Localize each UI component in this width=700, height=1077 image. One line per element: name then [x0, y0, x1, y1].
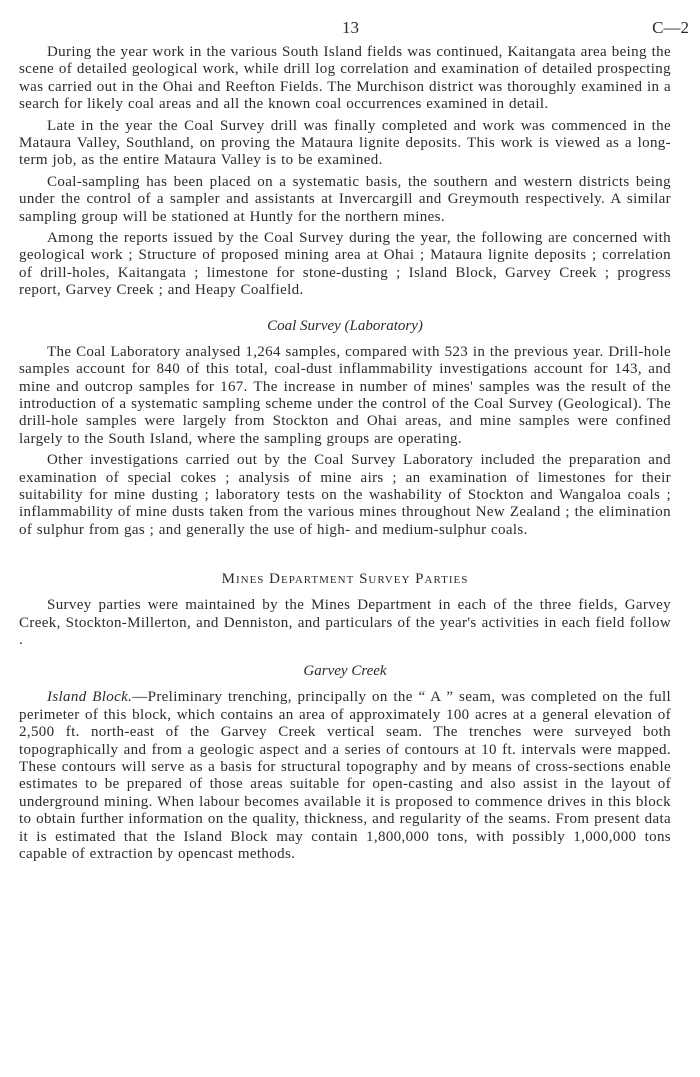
paragraph-other-investigations: Other investigations carried out by the Coal Survey Laboratory included the preparation and examination of special cokes ; analysis of mine airs ; an examination of limestones for their suitability for mine dusting ; laboratory tests on the washability of Stockton and Wangaloa coals ; inflammability of mine dusts taken from the various mines throughout New Zealand ; the elimination of sulphur from gas ; and generally the use of high- and medium-sulphur coals.: [19, 452, 671, 538]
island-block-text: —Preliminary trenching, principally on the “ A ” seam, was completed on the full perimeter of this block, which contains an area of approximately 100 acres at a general elevation of 2,500 ft. north-east of the Garvey Creek vertical seam. The trenches were surveyed both topographically and from a geologic aspect and a series of contours at 10 ft. intervals were mapped. These contours will serve as a basis for structural topography and by means of cross-sections enable estimates to be prepared of those areas suitable for open-casting and also assist in the layout of underground mining. When labour becomes available it is proposed to commence drives in this block to obtain further information on the quality, thickness, and regularity of the seams. From present data it is estimated that the Island Block may contain 1,800,000 tons, with possibly 1,000,000 tons capable of extraction by opencast methods.: [19, 689, 671, 863]
paragraph-island-block: [19, 689, 671, 863]
page-number: 13: [342, 18, 359, 37]
section-heading-laboratory: Coal Survey (Laboratory): [267, 317, 423, 334]
run-in-heading-island-block: Island Block.: [47, 689, 133, 706]
document-page: [19, 14, 689, 867]
paragraph-coal-sampling: Coal-sampling has been placed on a systematic basis, the southern and western districts being under the control of a sampler and assistants at Invercargill and Greymouth respectively. A similar sampling group will be stationed at Huntly for the northern mines.: [19, 173, 671, 225]
paragraph-coal-survey-drill: Late in the year the Coal Survey drill was finally completed and work was commenced in the Mataura Valley, Southland, on proving the Mataura lignite deposits. This work is viewed as a long-term job, as the entire Mataura Valley is to be examined.: [19, 117, 671, 169]
paragraph-laboratory-samples: The Coal Laboratory analysed 1,264 samples, compared with 523 in the previous year. Drill-hole samples account for 840 of this total, coal-dust inflammability investigations account for 143, and mine and outcrop samples for 167. The increase in number of mines' samples was the result of the introduction of a systematic sampling scheme under the control of the Coal Survey (Geological). The drill-hole samples were largely from Stockton and Ohai areas, and mine samples were confined largely to the South Island, where the sampling groups are operating.: [19, 343, 671, 447]
paragraph-reports-issued: Among the reports issued by the Coal Survey during the year, the following are concerned with geological work ; Structure of proposed mining area at Ohai ; Mataura lignite deposits ; correlation of drill-holes, Kaitangata ; limestone for stone-dusting ; Island Block, Garvey Creek ; progress report, Garvey Creek ; and Heapy Coalfield.: [19, 230, 671, 299]
document-reference: C—2: [652, 18, 689, 37]
section-heading-survey-parties: Mines Department Survey Parties: [221, 571, 469, 588]
paragraph-survey-parties: Survey parties were maintained by the Mines Department in each of the three fields, Garvey Creek, Stockton-Millerton, and Denniston, and particulars of the year's activities in each field follow .: [19, 597, 671, 648]
section-heading-garvey-creek: Garvey Creek: [303, 663, 387, 680]
paragraph-south-island-fields: During the year work in the various South Island fields was continued, Kaitangata area being the scene of detailed geological work, while drill log correlation and examination of detailed prospecting was carried out in the Ohai and Reefton Fields. The Murchison district was thoroughly examined in a search for likely coal areas and all the known coal occurrences examined in detail.: [19, 44, 671, 113]
page-header: [19, 14, 689, 44]
